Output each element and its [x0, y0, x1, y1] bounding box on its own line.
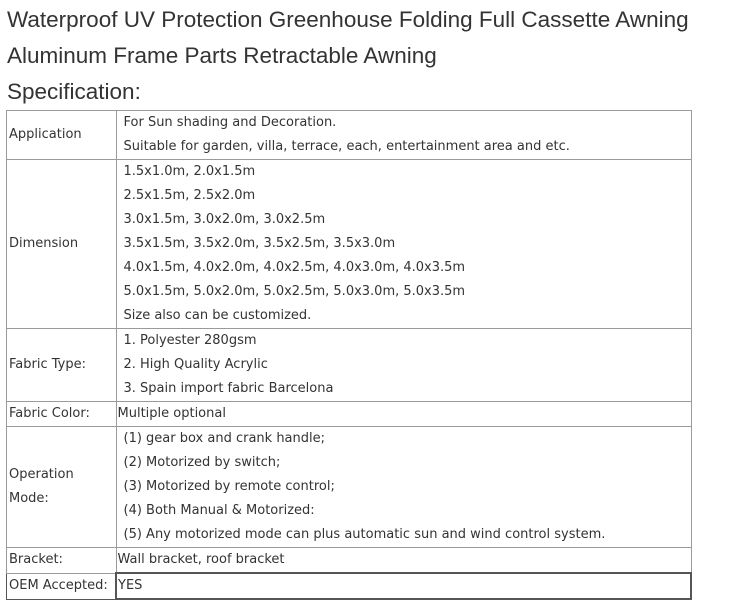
row-label-fabric-type: Fabric Type:	[7, 329, 117, 402]
value-line: 3.0x1.5m, 3.0x2.0m, 3.0x2.5m	[123, 212, 326, 227]
row-label-application: Application	[7, 111, 117, 160]
table-row-bracket	[7, 548, 692, 574]
value-line: (2) Motorized by switch;	[123, 455, 281, 470]
row-value-fabric-type	[116, 329, 691, 402]
row-value-oem-accepted	[116, 573, 691, 599]
row-value-dimension	[116, 160, 691, 329]
value-line: 3. Spain import fabric Barcelona	[123, 381, 334, 396]
value-line: Wall bracket, roof bracket	[117, 552, 285, 567]
value-line: YES	[118, 578, 143, 593]
row-label-fabric-color: Fabric Color:	[7, 402, 117, 427]
product-title-line-1: Waterproof UV Protection Greenhouse Folding Full Cassette Awning	[7, 7, 689, 32]
title-block	[0, 2, 738, 110]
row-label-bracket: Bracket:	[7, 548, 117, 574]
table-row-fabric-color	[7, 402, 692, 427]
value-line: 5.0x1.5m, 5.0x2.0m, 5.0x2.5m, 5.0x3.0m, 5.0x3.5m	[123, 284, 466, 299]
table-row-dimension	[7, 160, 692, 329]
table-row-fabric-type	[7, 329, 692, 402]
value-line: For Sun shading and Decoration.	[123, 115, 337, 130]
row-label-oem-accepted: OEM Accepted:	[7, 573, 117, 599]
value-line: Suitable for garden, villa, terrace, each, entertainment area and etc.	[123, 139, 570, 154]
value-line: 2.5x1.5m, 2.5x2.0m	[123, 188, 256, 203]
value-line: (1) gear box and crank handle;	[123, 431, 326, 446]
row-label-dimension: Dimension	[7, 160, 117, 329]
value-line: 1. Polyester 280gsm	[123, 333, 257, 348]
specification-table	[6, 110, 692, 600]
value-line: (3) Motorized by remote control;	[123, 479, 335, 494]
value-line: 3.5x1.5m, 3.5x2.0m, 3.5x2.5m, 3.5x3.0m	[123, 236, 396, 251]
value-line: 4.0x1.5m, 4.0x2.0m, 4.0x2.5m, 4.0x3.0m, 4.0x3.5m	[123, 260, 466, 275]
value-line: (4) Both Manual & Motorized:	[123, 503, 315, 518]
label-line: Mode:	[9, 491, 49, 506]
value-line: (5) Any motorized mode can plus automatic sun and wind control system.	[123, 527, 606, 542]
label-line: Operation	[9, 467, 74, 482]
table-row-operation-mode	[7, 427, 692, 548]
value-line: 1.5x1.0m, 2.0x1.5m	[123, 164, 256, 179]
row-label-operation-mode	[7, 427, 117, 548]
row-value-operation-mode	[116, 427, 691, 548]
value-line: 2. High Quality Acrylic	[123, 357, 268, 372]
specification-heading: Specification:	[7, 79, 141, 104]
value-line: Multiple optional	[117, 406, 226, 421]
table-row-application	[7, 111, 692, 160]
row-value-application	[116, 111, 691, 160]
product-title-line-2: Aluminum Frame Parts Retractable Awning	[7, 43, 437, 68]
row-value-fabric-color	[116, 402, 691, 427]
row-value-bracket	[116, 548, 691, 574]
value-line: Size also can be customized.	[123, 308, 312, 323]
table-row-oem-accepted	[7, 573, 692, 599]
